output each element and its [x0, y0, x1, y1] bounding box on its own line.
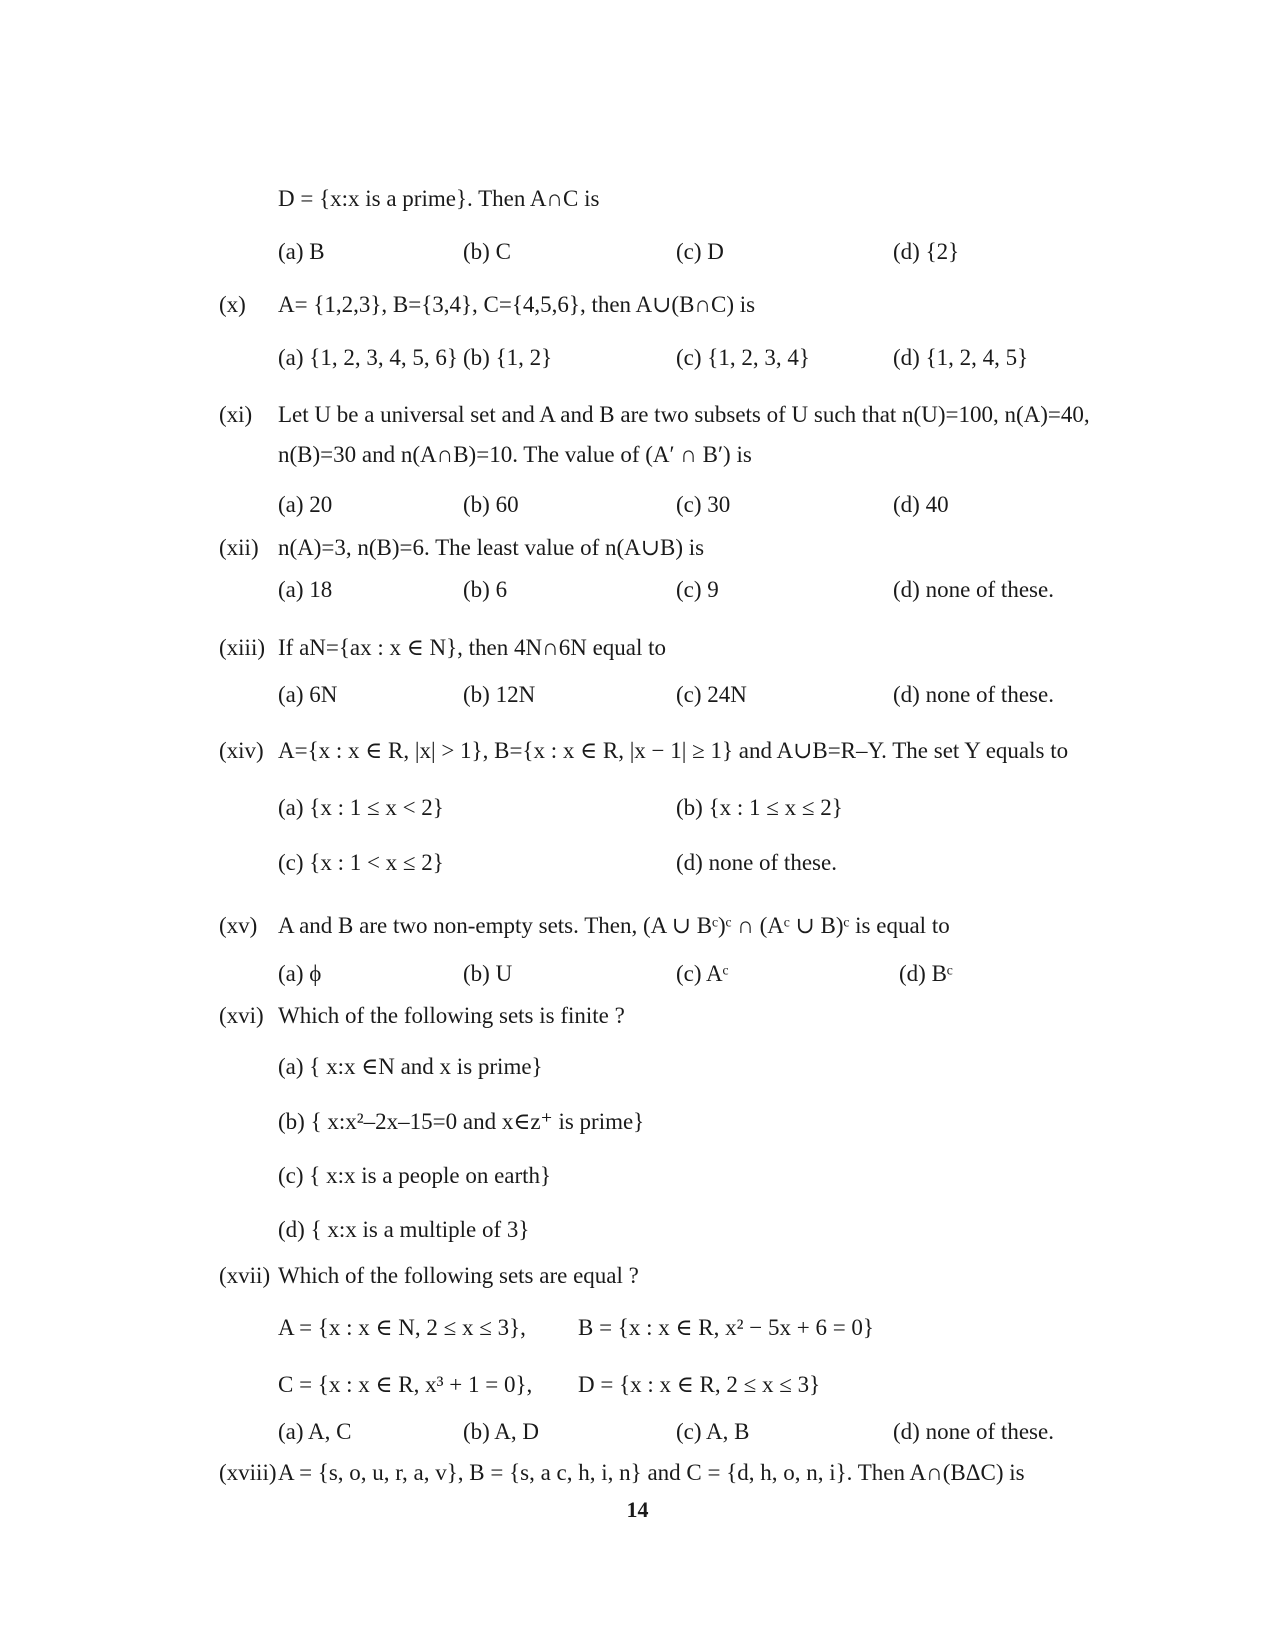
- question-number: (xiii): [219, 635, 265, 660]
- question-text: A= {1,2,3}, B={3,4}, C={4,5,6}, then A∪(B∩C) is: [278, 292, 756, 317]
- set-a: A = {x : x ∈ N, 2 ≤ x ≤ 3},: [278, 1315, 526, 1340]
- set-c: C = {x : x ∈ R, x³ + 1 = 0},: [278, 1372, 533, 1397]
- question-number: (xvi): [219, 1003, 264, 1028]
- option-c: (c) 30: [676, 492, 731, 517]
- option-c: (c) { x:x is a people on earth}: [278, 1163, 552, 1188]
- question-number: (x): [219, 292, 246, 317]
- question-text: D = {x:x is a prime}. Then A∩C is: [278, 186, 600, 211]
- question-number: (xii): [219, 535, 259, 560]
- option-c: (c) {x : 1 < x ≤ 2}: [278, 850, 444, 875]
- question-number: (xv): [219, 913, 258, 938]
- option-a: (a) 6N: [278, 682, 338, 707]
- question-text: A={x : x ∈ R, |x| > 1}, B={x : x ∈ R, |x − 1| ≥ 1} and A∪B=R–Y. The set Y equals to: [278, 738, 1069, 763]
- question-text: A and B are two non-empty sets. Then, (A ∪ Bᶜ)ᶜ ∩ (Aᶜ ∪ B)ᶜ is equal to: [278, 913, 950, 938]
- option-a: (a) {x : 1 ≤ x < 2}: [278, 795, 444, 820]
- question-number: (xviii): [219, 1460, 277, 1485]
- option-d: (d) 40: [893, 492, 949, 517]
- question-number: (xi): [219, 402, 253, 427]
- option-d: (d) none of these.: [893, 682, 1054, 707]
- option-c: (c) A, B: [676, 1419, 750, 1444]
- question-number: (xiv): [219, 738, 264, 763]
- question-text: Which of the following sets are equal ?: [278, 1263, 639, 1288]
- option-d: (d) none of these.: [676, 850, 837, 875]
- option-c: (c) Aᶜ: [676, 961, 729, 986]
- option-b: (b) {1, 2}: [463, 345, 553, 370]
- option-b: (b) 12N: [463, 682, 536, 707]
- question-text-continued: n(B)=30 and n(A∩B)=10. The value of (A′ ∩ B′) is: [278, 442, 752, 467]
- option-d: (d) none of these.: [893, 577, 1054, 602]
- option-a: (a) ϕ: [278, 961, 322, 986]
- option-a: (a) B: [278, 239, 325, 264]
- set-d: D = {x : x ∈ R, 2 ≤ x ≤ 3}: [578, 1372, 821, 1397]
- option-b: (b) 6: [463, 577, 508, 602]
- question-text: If aN={ax : x ∈ N}, then 4N∩6N equal to: [278, 635, 667, 660]
- question-text: A = {s, o, u, r, a, v}, B = {s, a c, h, i, n} and C = {d, h, o, n, i}. Then A∩(BΔC) is: [278, 1460, 1025, 1485]
- option-c: (c) {1, 2, 3, 4}: [676, 345, 810, 370]
- option-d: (d) none of these.: [893, 1419, 1054, 1444]
- option-b: (b) 60: [463, 492, 519, 517]
- option-a: (a) 18: [278, 577, 333, 602]
- option-d: (d) {1, 2, 4, 5}: [893, 345, 1029, 370]
- option-c: (c) D: [676, 239, 724, 264]
- question-text: Let U be a universal set and A and B are two subsets of U such that n(U)=100, n(A)=40,: [278, 402, 1090, 427]
- question-text: n(A)=3, n(B)=6. The least value of n(A∪B) is: [278, 535, 705, 560]
- option-b: (b) A, D: [463, 1419, 540, 1444]
- set-b: B = {x : x ∈ R, x² − 5x + 6 = 0}: [578, 1315, 874, 1340]
- option-c: (c) 9: [676, 577, 719, 602]
- option-b: (b) C: [463, 239, 511, 264]
- option-c: (c) 24N: [676, 682, 747, 707]
- option-b: (b) { x:x²–2x–15=0 and x∈z⁺ is prime}: [278, 1109, 645, 1134]
- option-a: (a) 20: [278, 492, 333, 517]
- option-a: (a) { x:x ∈N and x is prime}: [278, 1054, 543, 1079]
- option-b: (b) U: [463, 961, 513, 986]
- option-b: (b) {x : 1 ≤ x ≤ 2}: [676, 795, 843, 820]
- option-a: (a) A, C: [278, 1419, 352, 1444]
- question-number: (xvii): [219, 1263, 271, 1288]
- page-number: 14: [626, 1497, 649, 1522]
- question-text: Which of the following sets is finite ?: [278, 1003, 625, 1028]
- option-d: (d) Bᶜ: [899, 961, 953, 986]
- option-d: (d) {2}: [893, 239, 960, 264]
- option-d: (d) { x:x is a multiple of 3}: [278, 1217, 530, 1242]
- option-a: (a) {1, 2, 3, 4, 5, 6}: [278, 345, 458, 370]
